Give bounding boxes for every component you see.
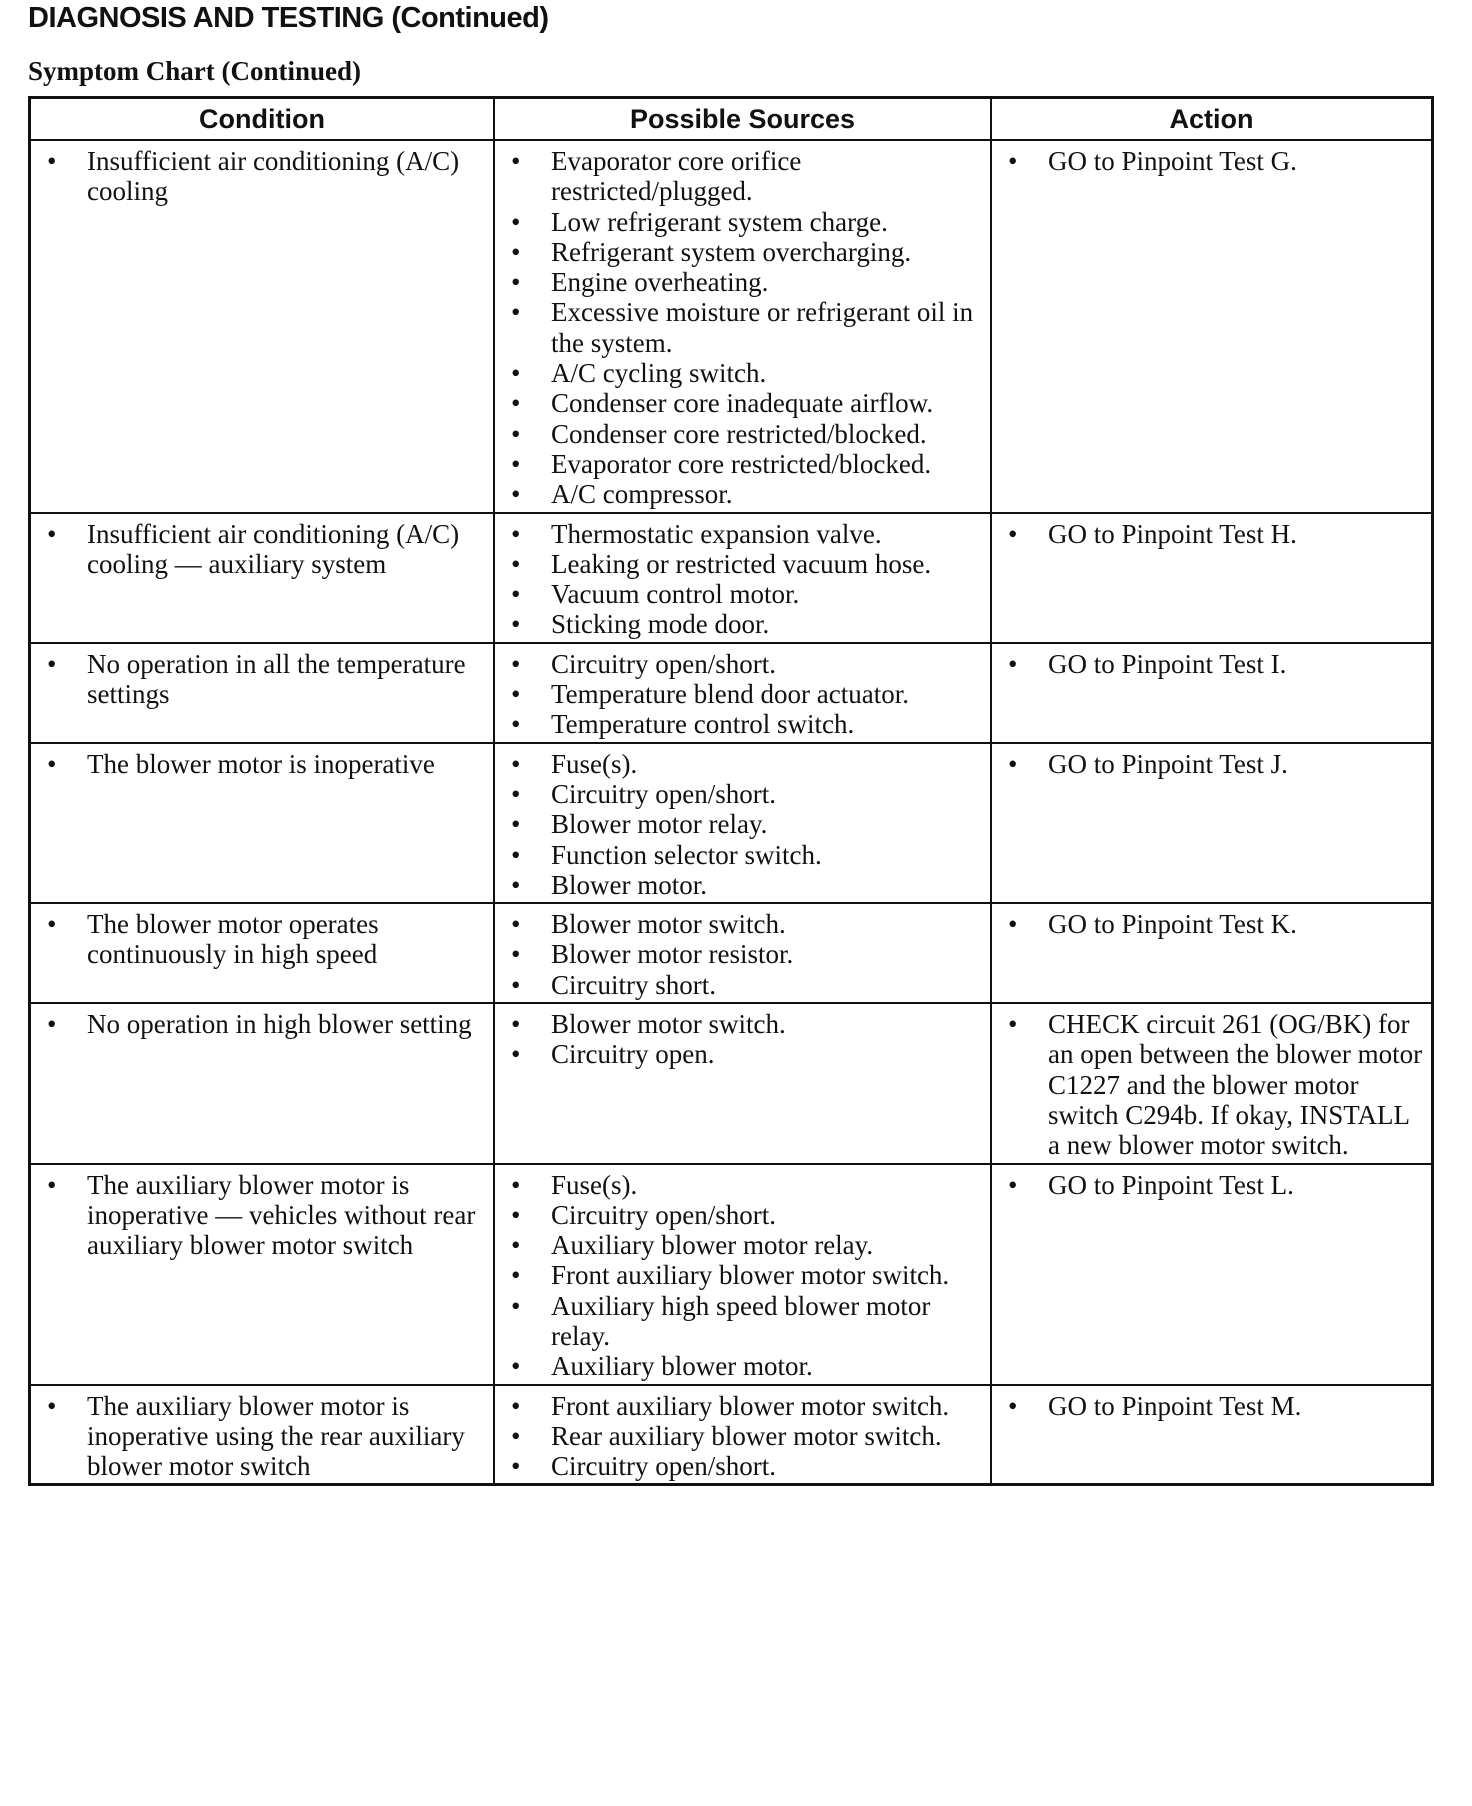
condition-text: • No operation in high blower setting [39, 1009, 485, 1039]
table-row [30, 1164, 1433, 1385]
sources-cell [494, 140, 991, 513]
action-text: • GO to Pinpoint Test H. [1000, 519, 1423, 549]
source-item: • Circuitry open/short. [503, 1200, 982, 1230]
table-row [30, 140, 1433, 513]
source-item: • Sticking mode door. [503, 609, 982, 639]
action-cell [991, 743, 1433, 903]
source-item: • Excessive moisture or refrigerant oil in the system. [503, 297, 982, 358]
condition-cell [30, 1003, 495, 1163]
sources-list [503, 749, 982, 900]
source-item: • Circuitry short. [503, 970, 982, 1000]
condition-cell [30, 903, 495, 1003]
sources-cell [494, 903, 991, 1003]
source-item: • A/C compressor. [503, 479, 982, 509]
table-row [30, 643, 1433, 743]
source-item: • Low refrigerant system charge. [503, 207, 982, 237]
action-text: • CHECK circuit 261 (OG/BK) for an open between the blower motor C1227 and the blower motor switch C294b. If okay, INSTALL a new blower motor switch. [1000, 1009, 1423, 1160]
sources-cell [494, 1164, 991, 1385]
table-row [30, 513, 1433, 643]
condition-cell [30, 513, 495, 643]
symptom-chart-table [28, 96, 1434, 1486]
condition-text: • The auxiliary blower motor is inoperative — vehicles without rear auxiliary blower motor switch [39, 1170, 485, 1261]
table-row [30, 1385, 1433, 1485]
condition-text: • Insufficient air conditioning (A/C) cooling — auxiliary system [39, 519, 485, 580]
source-item: • Thermostatic expansion valve. [503, 519, 982, 549]
table-row [30, 903, 1433, 1003]
source-item: • Leaking or restricted vacuum hose. [503, 549, 982, 579]
source-item: • Vacuum control motor. [503, 579, 982, 609]
source-item: • Condenser core inadequate airflow. [503, 388, 982, 418]
condition-cell [30, 643, 495, 743]
source-item: • Fuse(s). [503, 1170, 982, 1200]
sources-cell [494, 743, 991, 903]
source-item: • Blower motor switch. [503, 909, 982, 939]
sources-list [503, 1170, 982, 1382]
condition-cell [30, 743, 495, 903]
source-item: • Circuitry open/short. [503, 779, 982, 809]
sources-cell [494, 643, 991, 743]
action-cell [991, 1003, 1433, 1163]
section-title: Symptom Chart (Continued) [28, 56, 362, 86]
condition-cell [30, 1164, 495, 1385]
source-item: • Blower motor relay. [503, 809, 982, 839]
source-item: • A/C cycling switch. [503, 358, 982, 388]
source-item: • Front auxiliary blower motor switch. [503, 1260, 982, 1290]
action-text: • GO to Pinpoint Test L. [1000, 1170, 1423, 1200]
action-text: • GO to Pinpoint Test I. [1000, 649, 1423, 679]
sources-list [503, 909, 982, 1000]
source-item: • Rear auxiliary blower motor switch. [503, 1421, 982, 1451]
source-item: • Front auxiliary blower motor switch. [503, 1391, 982, 1421]
action-cell [991, 643, 1433, 743]
column-header-possible-sources: Possible Sources [494, 98, 991, 141]
condition-text: • The blower motor is inoperative [39, 749, 485, 779]
sources-list [503, 1009, 982, 1070]
source-item: • Evaporator core restricted/blocked. [503, 449, 982, 479]
source-item: • Auxiliary blower motor. [503, 1351, 982, 1381]
action-cell [991, 903, 1433, 1003]
action-text: • GO to Pinpoint Test K. [1000, 909, 1423, 939]
source-item: • Blower motor switch. [503, 1009, 982, 1039]
action-text: • GO to Pinpoint Test M. [1000, 1391, 1423, 1421]
action-cell [991, 140, 1433, 513]
table-row [30, 1003, 1433, 1163]
action-cell [991, 1164, 1433, 1385]
sources-list [503, 146, 982, 510]
condition-cell [30, 140, 495, 513]
column-header-condition: Condition [30, 98, 495, 141]
source-item: • Evaporator core orifice restricted/plugged. [503, 146, 982, 207]
source-item: • Engine overheating. [503, 267, 982, 297]
source-item: • Auxiliary blower motor relay. [503, 1230, 982, 1260]
source-item: • Fuse(s). [503, 749, 982, 779]
source-item: • Circuitry open/short. [503, 649, 982, 679]
source-item: • Temperature blend door actuator. [503, 679, 982, 709]
table-row [30, 743, 1433, 903]
condition-text: • The auxiliary blower motor is inoperative using the rear auxiliary blower motor switch [39, 1391, 485, 1482]
sources-cell [494, 1003, 991, 1163]
action-text: • GO to Pinpoint Test J. [1000, 749, 1423, 779]
table-body [30, 140, 1433, 1485]
sources-cell [494, 1385, 991, 1485]
page-heading: DIAGNOSIS AND TESTING (Continued) [28, 2, 549, 34]
source-item: • Temperature control switch. [503, 709, 982, 739]
action-text: • GO to Pinpoint Test G. [1000, 146, 1423, 176]
source-item: • Blower motor resistor. [503, 939, 982, 969]
source-item: • Circuitry open. [503, 1039, 982, 1069]
source-item: • Refrigerant system overcharging. [503, 237, 982, 267]
condition-text: • No operation in all the temperature settings [39, 649, 485, 710]
source-item: • Condenser core restricted/blocked. [503, 419, 982, 449]
action-cell [991, 513, 1433, 643]
condition-text: • The blower motor operates continuously in high speed [39, 909, 485, 970]
source-item: • Blower motor. [503, 870, 982, 900]
column-header-action: Action [991, 98, 1433, 141]
sources-list [503, 519, 982, 640]
table-header-row [30, 98, 1433, 141]
source-item: • Circuitry open/short. [503, 1451, 982, 1481]
condition-cell [30, 1385, 495, 1485]
sources-list [503, 649, 982, 740]
sources-list [503, 1391, 982, 1482]
source-item: • Function selector switch. [503, 840, 982, 870]
action-cell [991, 1385, 1433, 1485]
sources-cell [494, 513, 991, 643]
source-item: • Auxiliary high speed blower motor relay. [503, 1291, 982, 1352]
condition-text: • Insufficient air conditioning (A/C) cooling [39, 146, 485, 207]
